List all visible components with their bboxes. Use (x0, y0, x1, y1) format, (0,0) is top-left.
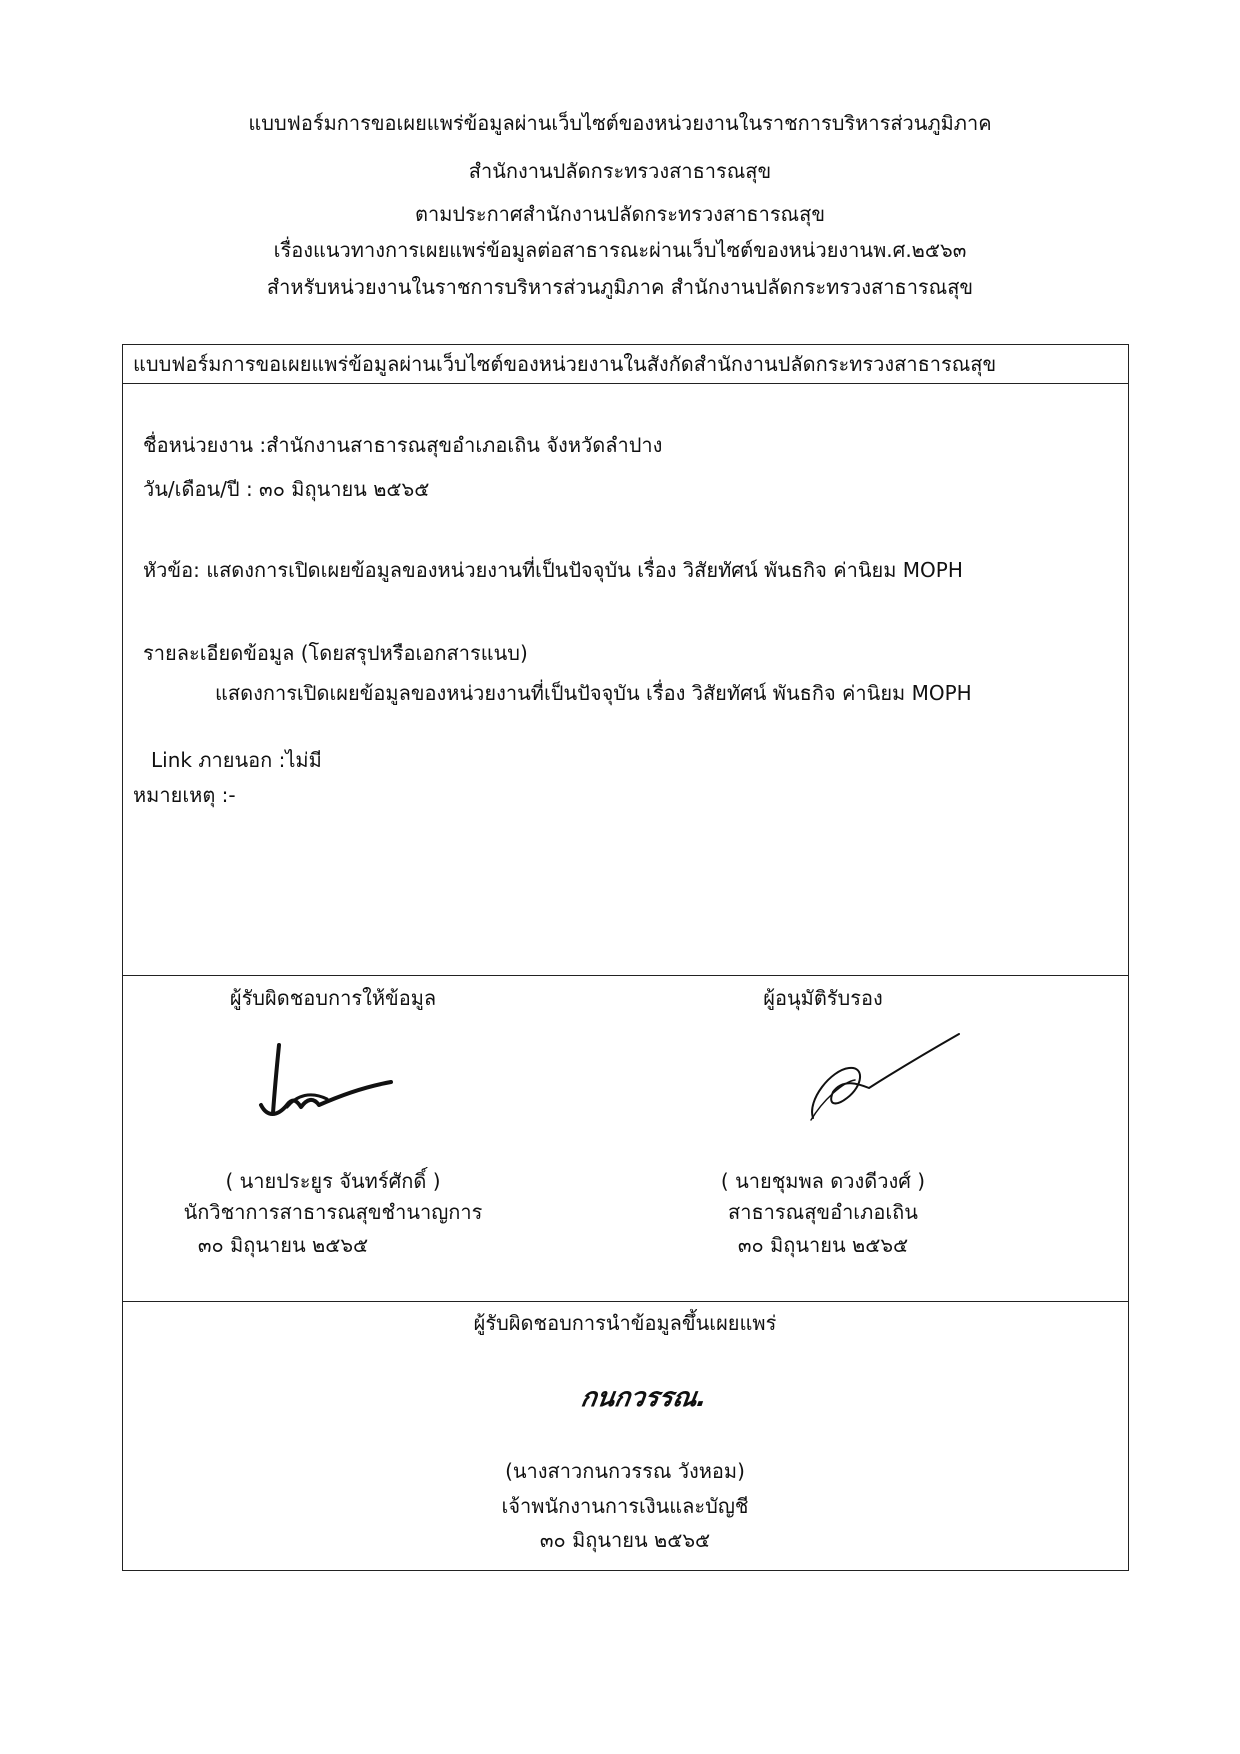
approver-role: ผู้อนุมัติรับรอง (763, 986, 883, 1010)
divider-signatures (123, 975, 1128, 976)
responsible-name: ( นายประยูร จันทร์ศักดิ์ ) (225, 1169, 441, 1193)
header-line-2: สำนักงานปลัดกระทรวงสาธารณสุข (468, 159, 772, 183)
publisher-role: ผู้รับผิดชอบการนำข้อมูลขึ้นเผยแพร่ (473, 1311, 777, 1335)
approver-signature (803, 1030, 983, 1140)
remark: หมายเหตุ :- (133, 783, 236, 807)
divider-title (123, 383, 1128, 384)
responsible-position: นักวิชาการสาธารณสุขชำนาญการ (183, 1200, 483, 1224)
external-link: Link ภายนอก :ไม่มี (151, 748, 322, 772)
approver-date: ๓๐ มิถุนายน ๒๕๖๕ (737, 1233, 909, 1257)
publisher-position: เจ้าพนักงานการเงินและบัญชี (501, 1494, 749, 1518)
header-line-5: สำหรับหน่วยงานในราชการบริหารส่วนภูมิภาค สำนักงานปลัดกระทรวงสาธารณสุข (266, 275, 974, 299)
header-line-1: แบบฟอร์มการขอเผยแพร่ข้อมูลผ่านเว็บไซต์ของหน่วยงานในราชการบริหารส่วนภูมิภาค (248, 111, 992, 135)
responsible-date: ๓๐ มิถุนายน ๒๕๖๕ (197, 1233, 369, 1257)
subject: หัวข้อ: แสดงการเปิดเผยข้อมูลของหน่วยงานที่เป็นปัจจุบัน เรื่อง วิสัยทัศน์ พันธกิจ ค่านิยม MOPH (143, 558, 963, 582)
details-text: แสดงการเปิดเผยข้อมูลของหน่วยงานที่เป็นปัจจุบัน เรื่อง วิสัยทัศน์ พันธกิจ ค่านิยม MOPH (215, 681, 972, 705)
form-box (122, 344, 1129, 1571)
header-line-3: ตามประกาศสำนักงานปลัดกระทรวงสาธารณสุข (414, 202, 825, 226)
publisher-signature: กนกวรรณ. (578, 1383, 709, 1413)
form-title: แบบฟอร์มการขอเผยแพร่ข้อมูลผ่านเว็บไซต์ของหน่วยงานในสังกัดสำนักงานปลัดกระทรวงสาธารณสุข (133, 352, 997, 376)
responsible-role: ผู้รับผิดชอบการให้ข้อมูล (229, 986, 437, 1010)
divider-publisher (123, 1301, 1128, 1302)
form-date: วัน/เดือน/ปี : ๓๐ มิถุนายน ๒๕๖๕ (143, 477, 430, 501)
approver-position: สาธารณสุขอำเภอเถิน (728, 1200, 918, 1224)
publisher-name: (นางสาวกนกวรรณ วังหอม) (505, 1459, 745, 1483)
publisher-date: ๓๐ มิถุนายน ๒๕๖๕ (539, 1528, 711, 1552)
approver-name: ( นายชุมพล ดวงดีวงศ์ ) (720, 1169, 926, 1193)
responsible-signature (253, 1035, 413, 1125)
header-line-4: เรื่องแนวทางการเผยแพร่ข้อมูลต่อสาธารณะผ่านเว็บไซต์ของหน่วยงานพ.ศ.๒๕๖๓ (273, 238, 967, 262)
details-label: รายละเอียดข้อมูล (โดยสรุปหรือเอกสารแนบ) (143, 641, 528, 665)
agency-name: ชื่อหน่วยงาน :สำนักงานสาธารณสุขอำเภอเถิน จังหวัดลำปาง (143, 433, 663, 457)
